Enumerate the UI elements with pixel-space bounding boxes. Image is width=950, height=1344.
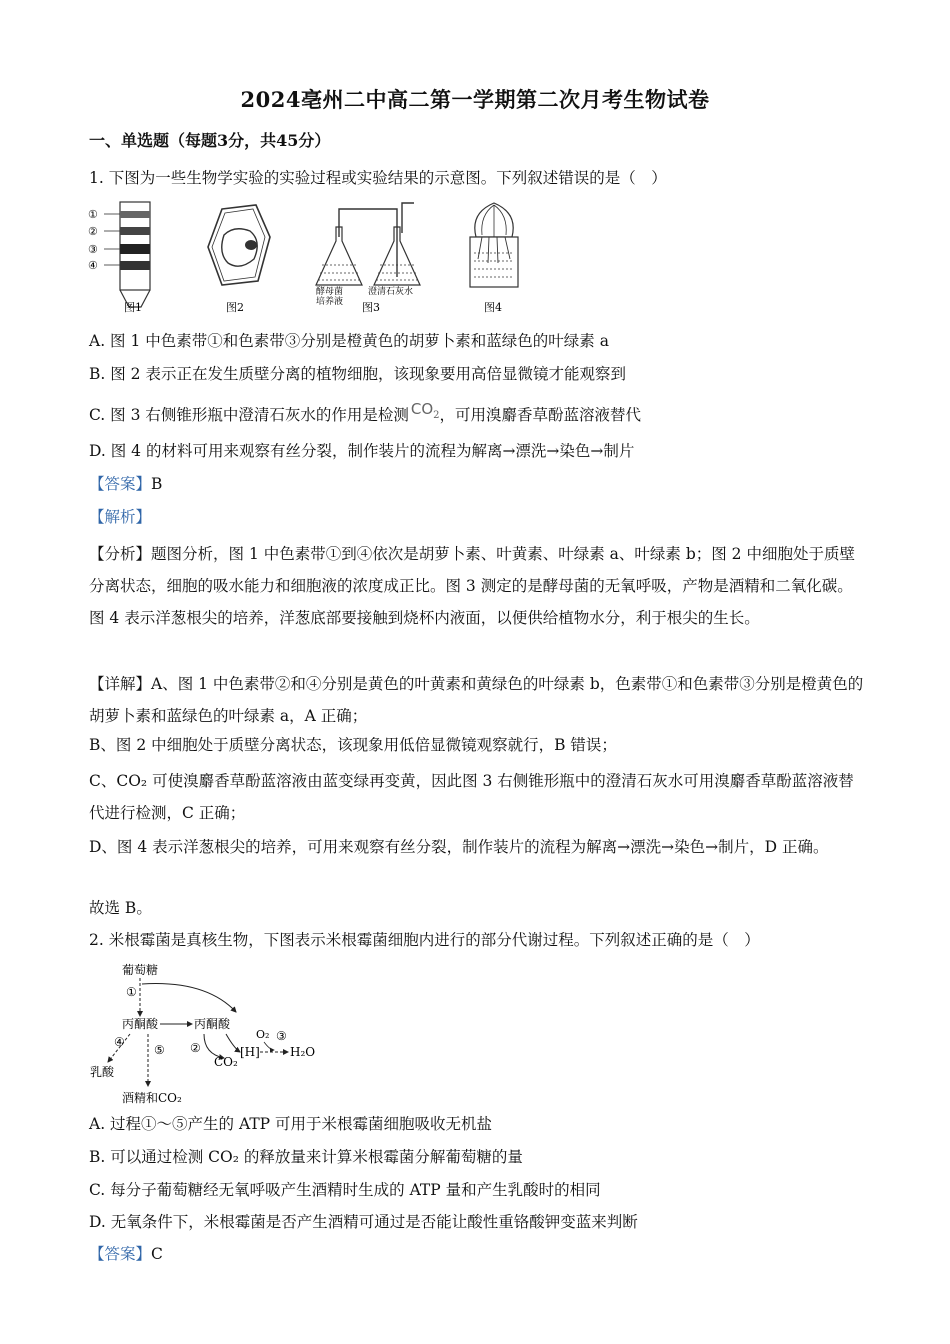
fig3-label: 图3 <box>362 301 380 314</box>
answer-value: B <box>151 475 163 493</box>
fig1-label: 图1 <box>124 301 142 314</box>
fig3-label-limewater: 澄清石灰水 <box>368 287 414 297</box>
fig4-onion-beaker <box>470 203 518 314</box>
diagram-step-1: ① <box>126 985 137 999</box>
fig2-plant-cell <box>208 205 270 314</box>
q1-option-c-tail: ，可用溴麝香草酚蓝溶液替代 <box>439 406 642 424</box>
q2-answer <box>89 1243 864 1265</box>
fig1-mark-3: ③ <box>88 243 98 256</box>
answer-tag: 【答案】 <box>89 1245 152 1263</box>
q1-option-c <box>89 400 864 429</box>
fig1-mark-1: ① <box>88 208 98 221</box>
answer-value: C <box>151 1245 163 1263</box>
q2-option-a: A. 过程①～⑤产生的 ATP 可用于米根霉菌细胞吸收无机盐 <box>89 1115 493 1133</box>
xiangjie-tag: 【详解】 <box>89 675 152 693</box>
page-title: 2024亳州二中高二第一学期第二次月考生物试卷 <box>240 87 710 112</box>
fig1-chromatography-strip <box>88 202 150 314</box>
fig1-mark-4: ④ <box>88 259 98 272</box>
q2-option-d: D. 无氧条件下，米根霉菌是否产生酒精可通过是否能让酸性重铬酸钾变蓝来判断 <box>89 1213 638 1231</box>
q2-option-b: B. 可以通过检测 CO₂ 的释放量来计算米根霉菌分解葡萄糖的量 <box>89 1148 523 1166</box>
q1-option-d: D. 图 4 的材料可用来观察有丝分裂，制作装片的流程为解离→漂洗→染色→制片 <box>89 442 635 460</box>
q1-xiangjie-b: B、图 2 中细胞处于质壁分离状态，该现象用低倍显微镜观察就行，B 错误； <box>89 736 617 754</box>
diagram-alcohol-co2: 酒精和CO₂ <box>122 1091 182 1105</box>
q1-option-a: A. 图 1 中色素带①和色素带③分别是橙黄色的胡萝卜素和蓝绿色的叶绿素 a <box>89 332 609 350</box>
diagram-lactic-acid: 乳酸 <box>90 1065 115 1079</box>
q2-option-c: C. 每分子葡萄糖经无氧呼吸产生酒精时生成的 ATP 量和产生乳酸时的相同 <box>89 1181 601 1199</box>
co2-subscript: 2 <box>433 410 440 421</box>
fig3-label-yeast: 酵母菌 <box>316 287 344 297</box>
fenxi-text: 题图分析，图 1 中色素带①到④依次是胡萝卜素、叶黄素、叶绿素 a、叶绿素 b；图 2 中细胞处于质壁分离状态，细胞的吸水能力和细胞液的浓度成正比。图 3 测定的是酵母菌的无氧呼吸，产物是酒精和二氧化碳。图 4 表示洋葱根尖的培养，洋葱底部要接触到烧杯内液面，以便供给植物水分，利于根尖的生长。 <box>89 545 855 627</box>
q1-analysis-tag: 【解析】 <box>89 508 152 526</box>
diagram-step-5: ⑤ <box>154 1043 165 1057</box>
fig3-label-medium: 培养液 <box>316 297 344 307</box>
fenxi-tag: 【分析】 <box>89 545 152 563</box>
answer-tag: 【答案】 <box>89 475 152 493</box>
diagram-step-4: ④ <box>114 1035 125 1049</box>
section-heading: 一、单选题（每题3分，共45分） <box>89 131 331 150</box>
fig2-label: 图2 <box>226 301 244 314</box>
q1-option-b: B. 图 2 表示正在发生质壁分离的植物细胞，该现象要用高倍显微镜才能观察到 <box>89 365 626 383</box>
diagram-glucose: 葡萄糖 <box>122 963 159 977</box>
q1-xiangjie-c: C、CO₂ 可使溴麝香草酚蓝溶液由蓝变绿再变黄，因此图 3 右侧锥形瓶中的澄清石灰水可用溴麝香草酚蓝溶液替代进行检测，C 正确； <box>89 772 854 822</box>
q1-conclusion: 故选 B。 <box>89 899 152 917</box>
xiangjie-a-text: A、图 1 中色素带②和④分别是黄色的叶黄素和黄绿色的叶绿素 b，色素带①和色素带③分别是橙黄色的胡萝卜素和蓝绿色的叶绿素 a，A 正确； <box>89 675 864 725</box>
q1-stem: 1. 下图为一些生物学实验的实验过程或实验结果的示意图。下列叙述错误的是（ ） <box>89 169 667 187</box>
diagram-pyruvate-1: 丙酮酸 <box>122 1017 159 1031</box>
q1-xiangjie-d: D、图 4 表示洋葱根尖的培养，可用来观察有丝分裂，制作装片的流程为解离→漂洗→染色→制片，D 正确。 <box>89 838 829 856</box>
diagram-h2o: H₂O <box>290 1045 316 1059</box>
fig4-label: 图4 <box>484 301 502 314</box>
diagram-step-2: ② <box>190 1041 201 1055</box>
fig3-flasks <box>316 203 420 314</box>
q1-option-c-text: C. 图 3 右侧锥形瓶中澄清石灰水的作用是检测 <box>89 406 409 424</box>
co2-formula: CO <box>410 400 434 418</box>
q1-answer <box>89 473 864 495</box>
q1-figures <box>84 197 544 317</box>
fig1-mark-2: ② <box>88 225 98 238</box>
q1-fenxi <box>89 538 864 634</box>
q2-metabolism-diagram <box>86 958 346 1108</box>
diagram-o2: O₂ <box>256 1028 270 1041</box>
diagram-pyruvate-2: 丙酮酸 <box>194 1017 231 1031</box>
q2-stem: 2. 米根霉菌是真核生物，下图表示米根霉菌细胞内进行的部分代谢过程。下列叙述正确的是（ ） <box>89 931 760 949</box>
diagram-co2: CO₂ <box>214 1055 238 1069</box>
diagram-h: [H] <box>240 1045 260 1059</box>
q1-xiangjie-a <box>89 668 864 732</box>
diagram-step-3: ③ <box>276 1029 287 1043</box>
